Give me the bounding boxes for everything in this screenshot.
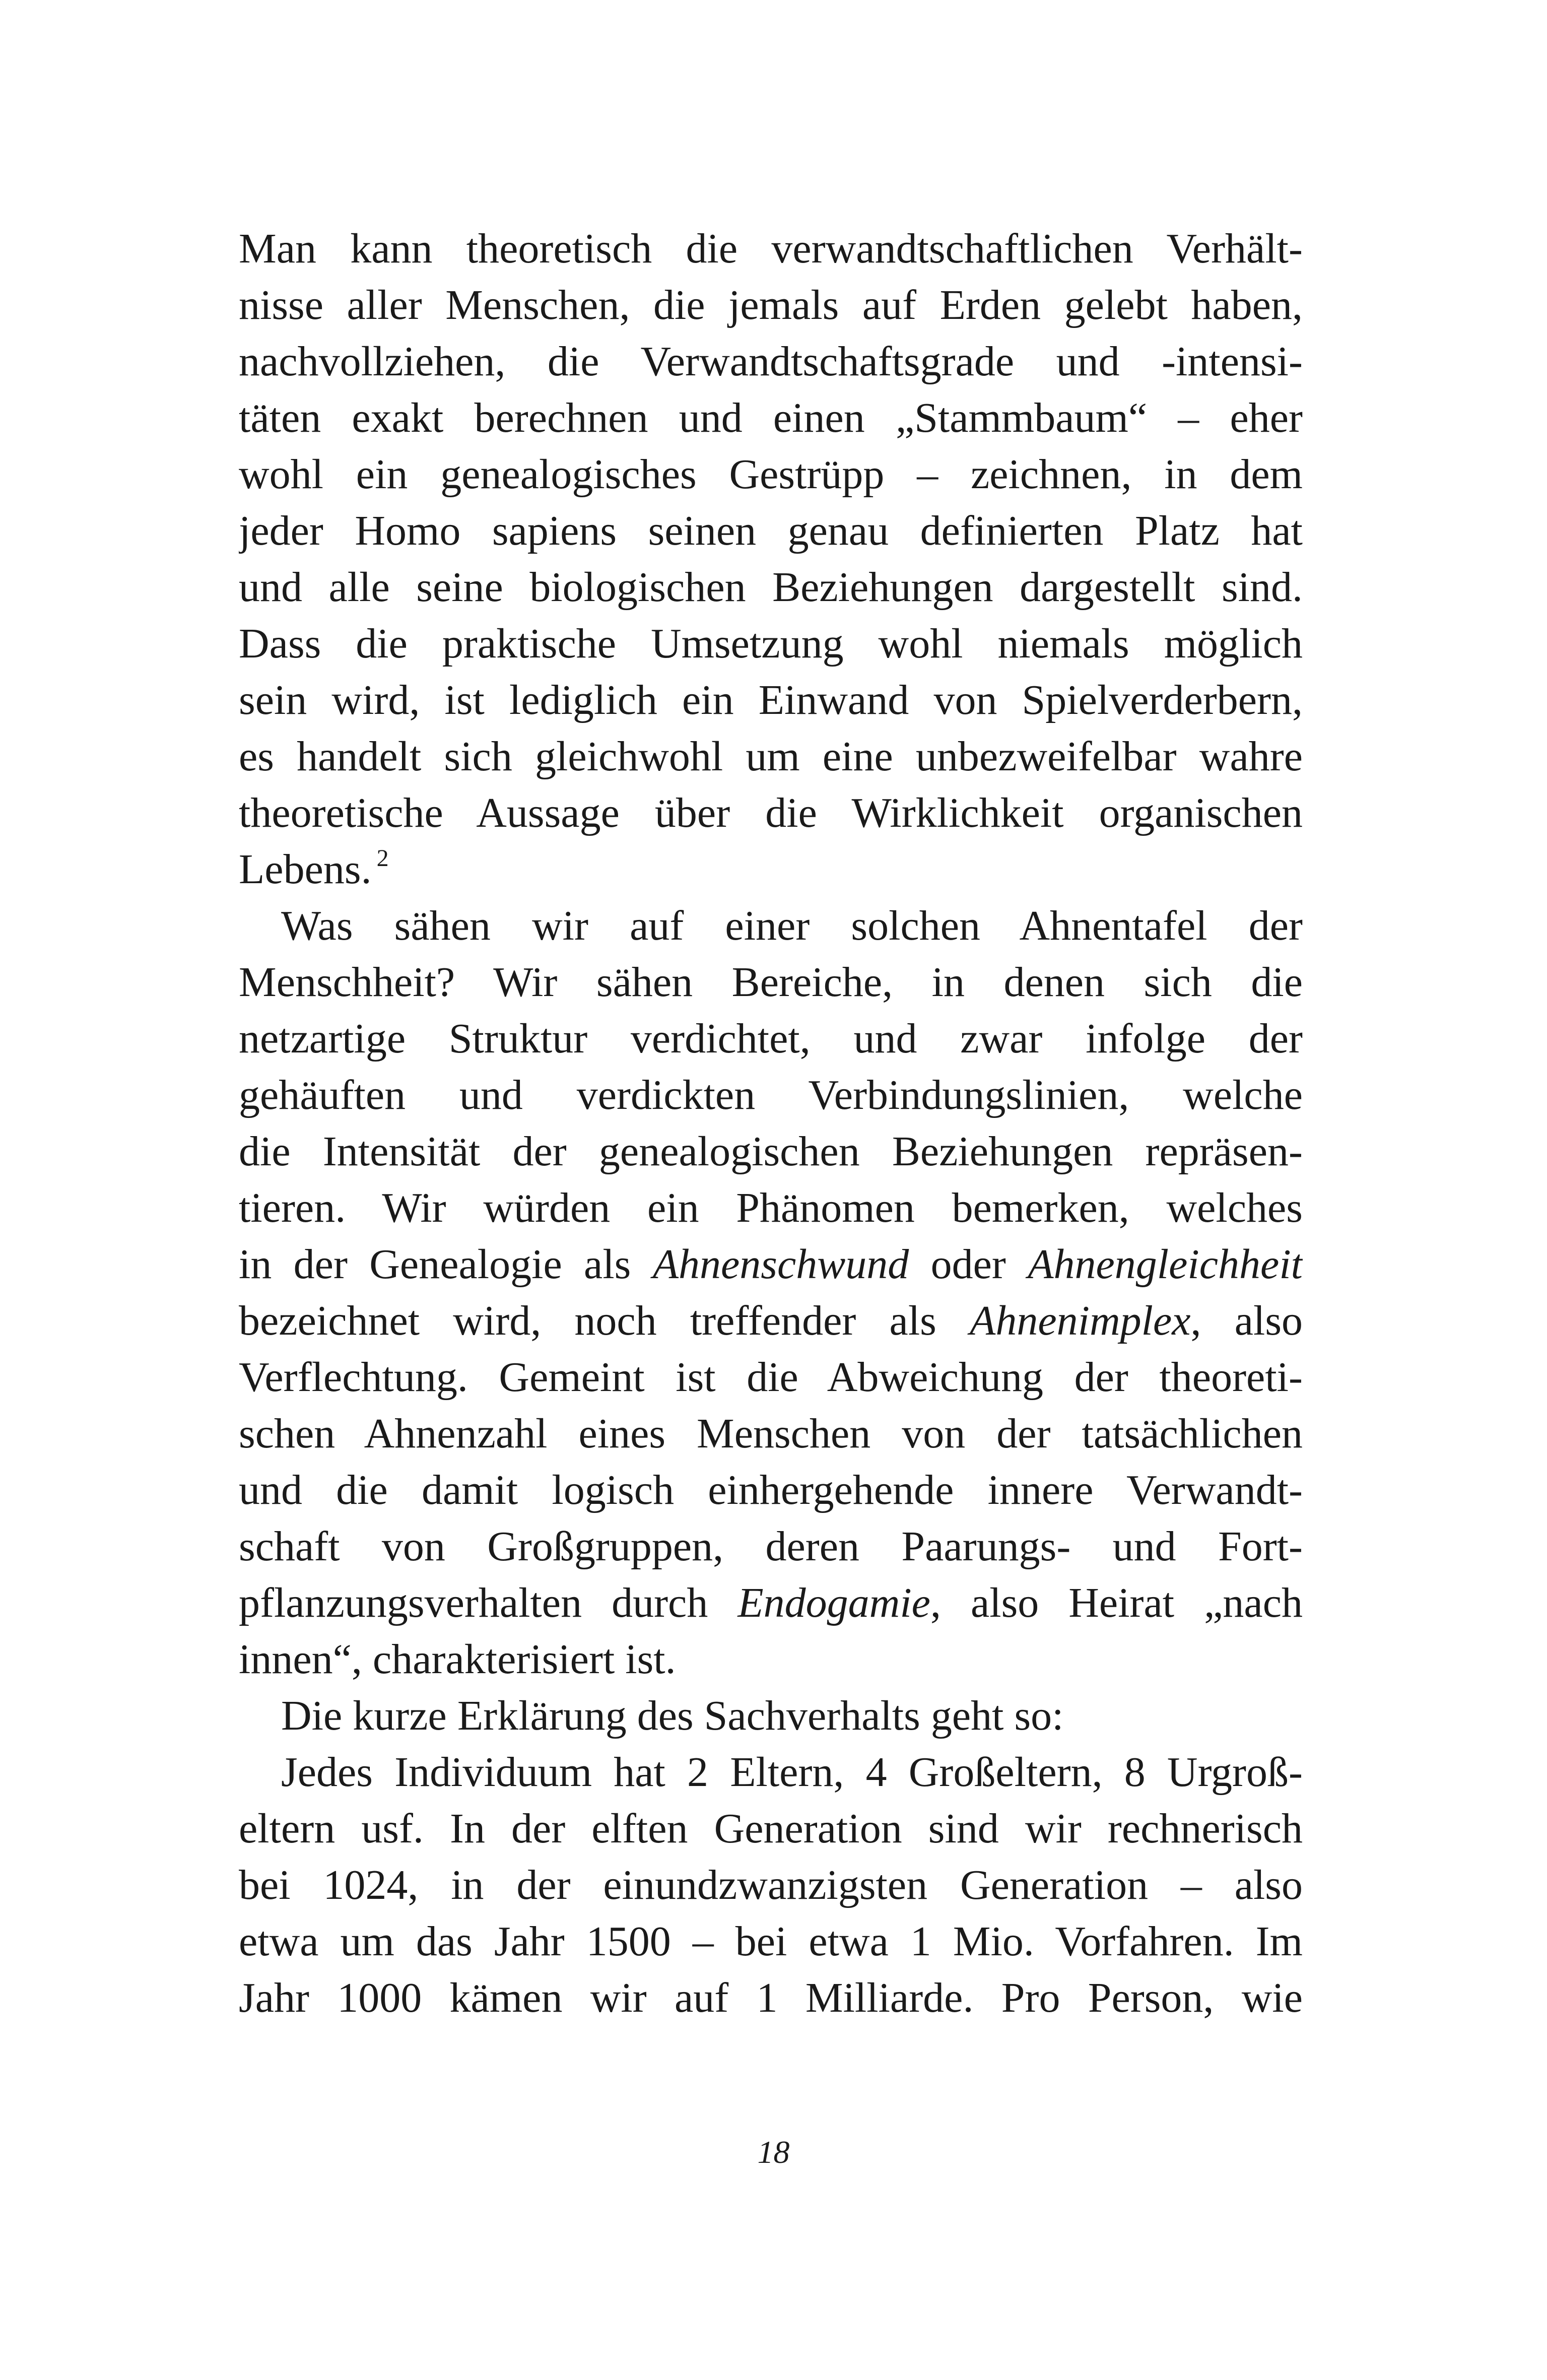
text-line: es handelt sich gleichwohl um eine unbezweifelbar wahre <box>239 733 1303 780</box>
text-line: jeder Homo sapiens seinen genau definierten Platz hat <box>239 507 1303 554</box>
text-line: netzartige Struktur verdichtet, und zwar infolge der <box>239 1015 1303 1062</box>
text-line: nachvollziehen, die Verwandtschaftsgrade und -intensi- <box>239 338 1303 385</box>
body-text <box>239 221 1303 2026</box>
text-line <box>239 841 1303 898</box>
text-line: Man kann theoretisch die verwandtschaftlichen Verhält- <box>239 225 1303 272</box>
text-fragment: pflanzungsverhalten durch <box>239 1579 708 1626</box>
text-fragment: Lebens. <box>239 846 372 893</box>
italic-term: Ahnenimplex <box>970 1297 1191 1344</box>
text-fragment: in der Genealogie als <box>239 1241 631 1288</box>
text-line: Jedes Individuum hat 2 Eltern, 4 Großeltern, 8 Urgroß- <box>281 1749 1303 1796</box>
text-fragment: , also Heirat „nach <box>930 1579 1303 1626</box>
text-line <box>239 1236 1303 1293</box>
text-line: die Intensität der genealogischen Beziehungen repräsen- <box>239 1128 1303 1175</box>
text-line: Verflechtung. Gemeint ist die Abweichung der theoreti- <box>239 1354 1303 1401</box>
italic-term: Endogamie <box>737 1579 930 1626</box>
text-line: und alle seine biologischen Beziehungen dargestellt sind. <box>239 564 1303 611</box>
text-line: sein wird, ist lediglich ein Einwand von Spielverderbern, <box>239 677 1303 723</box>
italic-term: Ahnengleichheit <box>1028 1241 1303 1288</box>
text-line: schaft von Großgruppen, deren Paarungs- und Fort- <box>239 1523 1303 1570</box>
text-line: Jahr 1000 kämen wir auf 1 Milliarde. Pro Person, wie <box>239 1974 1303 2021</box>
text-fragment: oder <box>930 1241 1006 1288</box>
text-fragment: , also <box>1190 1297 1303 1344</box>
text-line: tieren. Wir würden ein Phänomen bemerken, welches <box>239 1184 1303 1231</box>
text-line: schen Ahnenzahl eines Menschen von der tatsächlichen <box>239 1410 1303 1457</box>
text-line: Was sähen wir auf einer solchen Ahnentafel der <box>281 902 1303 949</box>
text-fragment: bezeichnet wird, noch treffender als <box>239 1297 936 1344</box>
text-line: nisse aller Menschen, die jemals auf Erden gelebt haben, <box>239 282 1303 328</box>
footnote-reference[interactable]: 2 <box>376 845 389 872</box>
text-line: theoretische Aussage über die Wirklichkeit organischen <box>239 789 1303 836</box>
text-line: täten exakt berechnen und einen „Stammbaum“ – eher <box>239 394 1303 441</box>
text-line <box>239 1575 1303 1631</box>
text-line: Dass die praktische Umsetzung wohl niemals möglich <box>239 620 1303 667</box>
text-line: Die kurze Erklärung des Sachverhalts geht so: <box>281 1692 1064 1739</box>
text-line: wohl ein genealogisches Gestrüpp – zeichnen, in dem <box>239 451 1303 498</box>
text-line: innen“, charakterisiert ist. <box>239 1636 676 1683</box>
italic-term: Ahnenschwund <box>652 1241 909 1288</box>
page-number: 18 <box>757 2134 790 2170</box>
text-line: etwa um das Jahr 1500 – bei etwa 1 Mio. Vorfahren. Im <box>239 1918 1303 1965</box>
text-line: gehäuften und verdickten Verbindungslinien, welche <box>239 1072 1303 1118</box>
text-line: Menschheit? Wir sähen Bereiche, in denen sich die <box>239 959 1303 1006</box>
text-line <box>239 1293 1303 1349</box>
text-line: eltern usf. In der elften Generation sind wir rechnerisch <box>239 1805 1303 1852</box>
text-line: und die damit logisch einhergehende innere Verwandt- <box>239 1467 1303 1513</box>
text-line: bei 1024, in der einundzwanzigsten Generation – also <box>239 1862 1303 1908</box>
